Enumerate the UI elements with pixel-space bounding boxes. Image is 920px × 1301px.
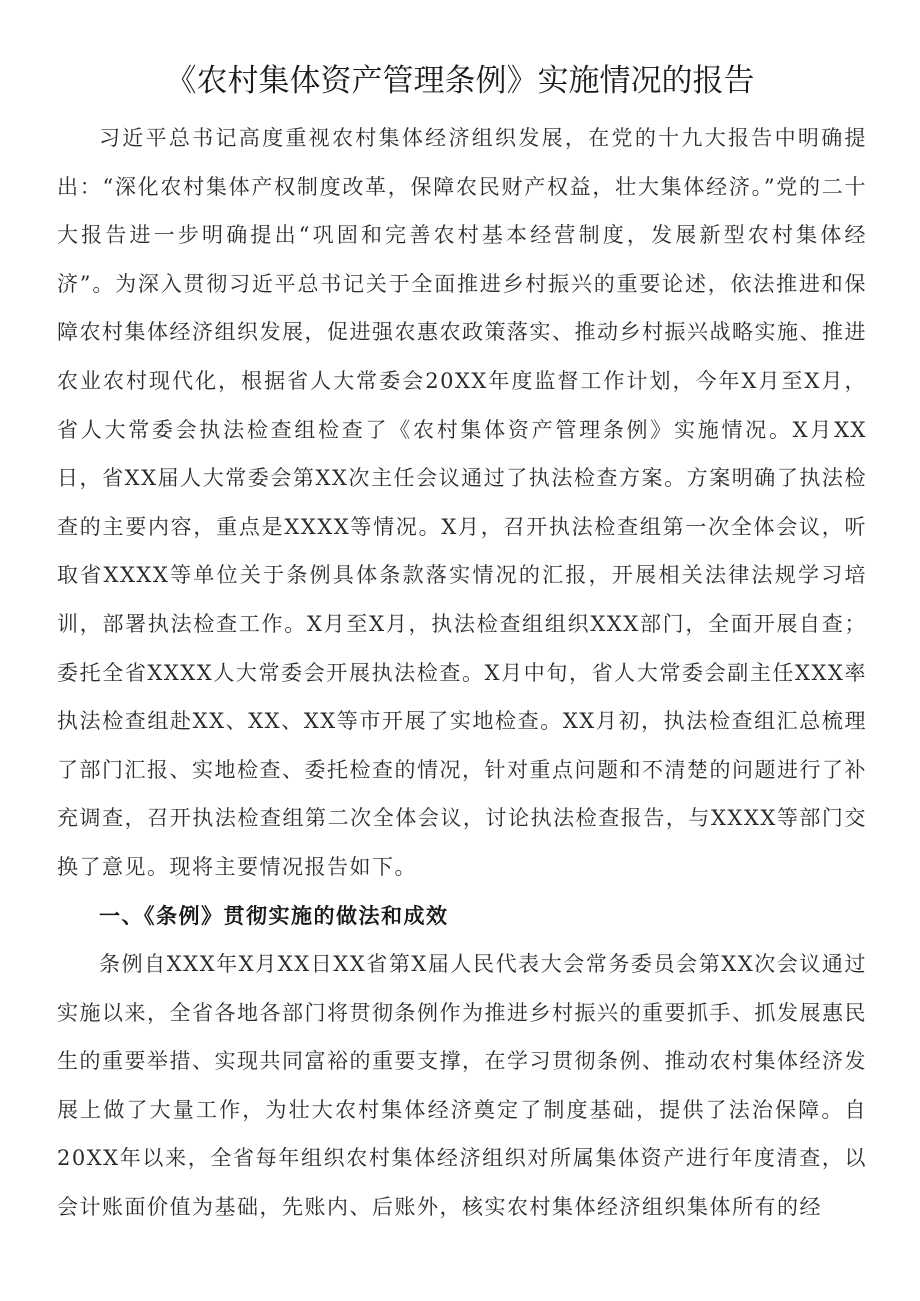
section-paragraph: 条例自XXX年X月XX日XX省第X届人民代表大会常务委员会第XX次会议通过实施以来，全省各地各部门将贯彻条例作为推进乡村振兴的重要抓手、抓发展惠民生的重要举措、实现共同富裕的重要支撑，在学习贯彻条例、推动农村集体经济发展上做了大量工作，为壮大农村集体经济奠定了制度基础，提供了法治保障。自20XX年以来，全省每年组织农村集体经济组织对所属集体资产进行年度清查，以会计账面价值为基础，先账内、后账外，核实农村集体经济组织集体所有的经 (57, 952, 867, 1220)
intro-paragraph: 习近平总书记高度重视农村集体经济组织发展，在党的十九大报告中明确提出：“深化农村集体产权制度改革，保障农民财产权益，壮大集体经济。”党的二十大报告进一步明确提出“巩固和完善农村基本经营制度，发展新型农村集体经济”。为深入贯彻习近平总书记关于全面推进乡村振兴的重要论述，依法推进和保障农村集体经济组织发展，促进强农惠农政策落实、推动乡村振兴战略实施、推进农业农村现代化，根据省人大常委会20XX年度监督工作计划，今年X月至X月，省人大常委会执法检查组检查了《农村集体资产管理条例》实施情况。X月XX日，省XX届人大常委会第XX次主任会议通过了执法检查方案。方案明确了执法检查的主要内容，重点是XXXX等情况。X月，召开执法检查组第一次全体会议，听取省XXXX等单位关于条例具体条款落实情况的汇报，开展相关法律法规学习培训，部署执法检查工作。X月至X月，执法检查组组织XXX部门，全面开展自查；委托全省XXXX人大常委会开展执法检查。X月中旬，省人大常委会副主任XXX率执法检查组赴XX、XX、XX等市开展了实地检查。XX月初，执法检查组汇总梳理了部门汇报、实地检查、委托检查的情况，针对重点问题和不清楚的问题进行了补充调查，召开执法检查组第二次全体会议，讨论执法检查报告，与XXXX等部门交换了意见。现将主要情况报告如下。 (57, 126, 867, 879)
section-heading: 一、《条例》贯彻实施的做法和成效 (99, 903, 449, 928)
document-body (57, 114, 867, 1232)
document-title: 《农村集体资产管理条例》实施情况的报告 (165, 63, 755, 99)
